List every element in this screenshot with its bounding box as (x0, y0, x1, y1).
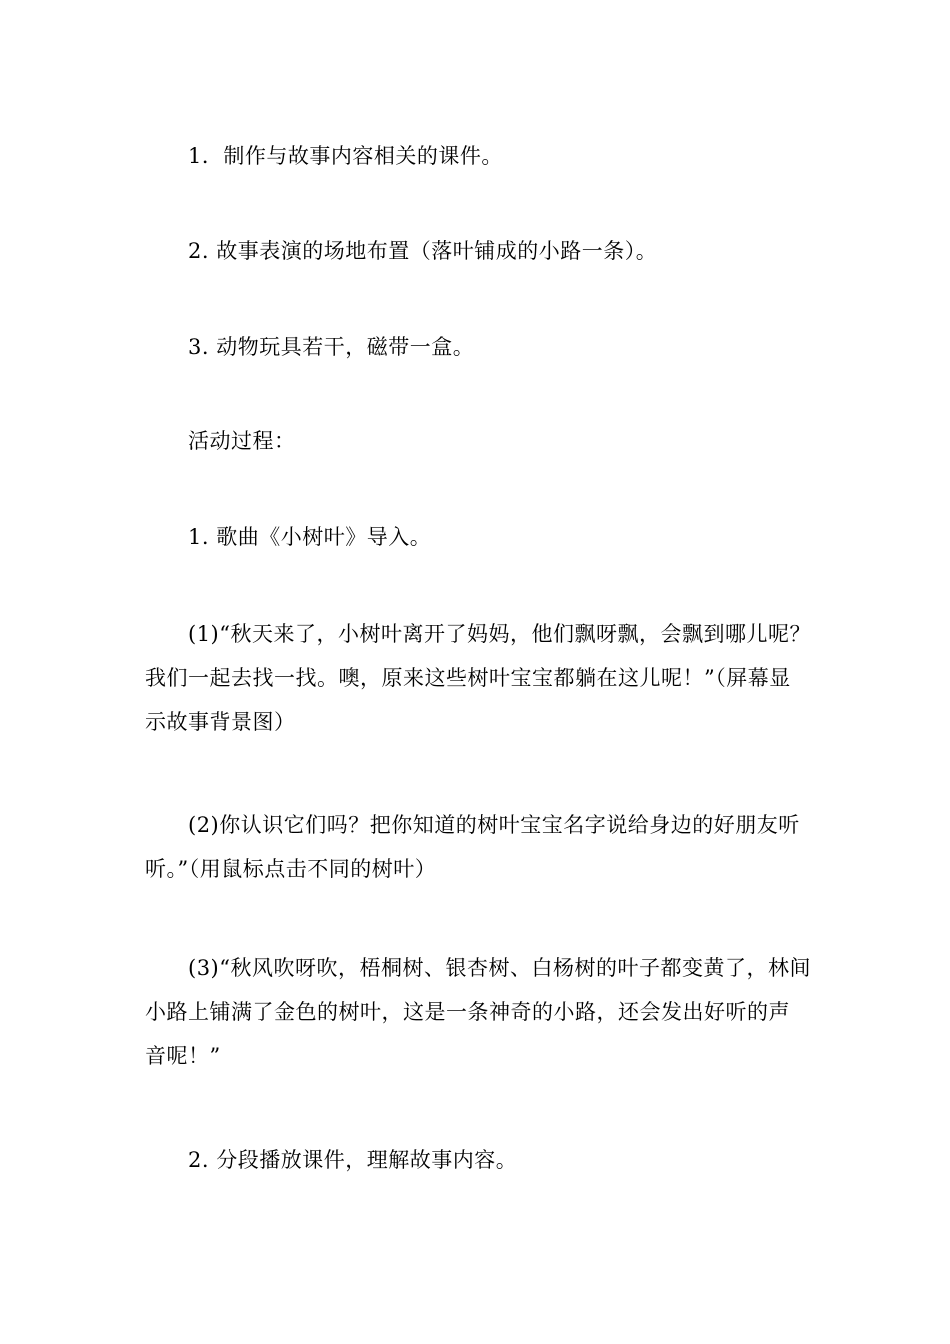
paragraph-2: 2. 故事表演的场地布置（落叶铺成的小路一条）。 (188, 239, 658, 263)
paragraph-3: 3. 动物玩具若干，磁带一盒。 (188, 335, 475, 359)
paragraph-9: 2. 分段播放课件，理解故事内容。 (188, 1148, 518, 1172)
paragraph-7: (2)你认识它们吗？把你知道的树叶宝宝名字说给身边的好朋友听听。”（用鼠标点击不同的树叶） (145, 813, 800, 881)
paragraph-5: 1. 歌曲《小树叶》导入。 (188, 525, 432, 549)
paragraph-4: 活动过程： (188, 429, 296, 453)
paragraph-8: (3)“秋风吹呀吹，梧桐树、银杏树、白杨树的叶子都变黄了，林间小路上铺满了金色的树叶，这是一条神奇的小路，还会发出好听的声音呢！” (145, 956, 811, 1068)
paragraph-1: 1．制作与故事内容相关的课件。 (188, 144, 503, 168)
paragraph-6: (1)“秋天来了，小树叶离开了妈妈，他们飘呀飘，会飘到哪儿呢？我们一起去找一找。噢，原来这些树叶宝宝都躺在这儿呢！”（屏幕显示故事背景图） (145, 622, 811, 734)
